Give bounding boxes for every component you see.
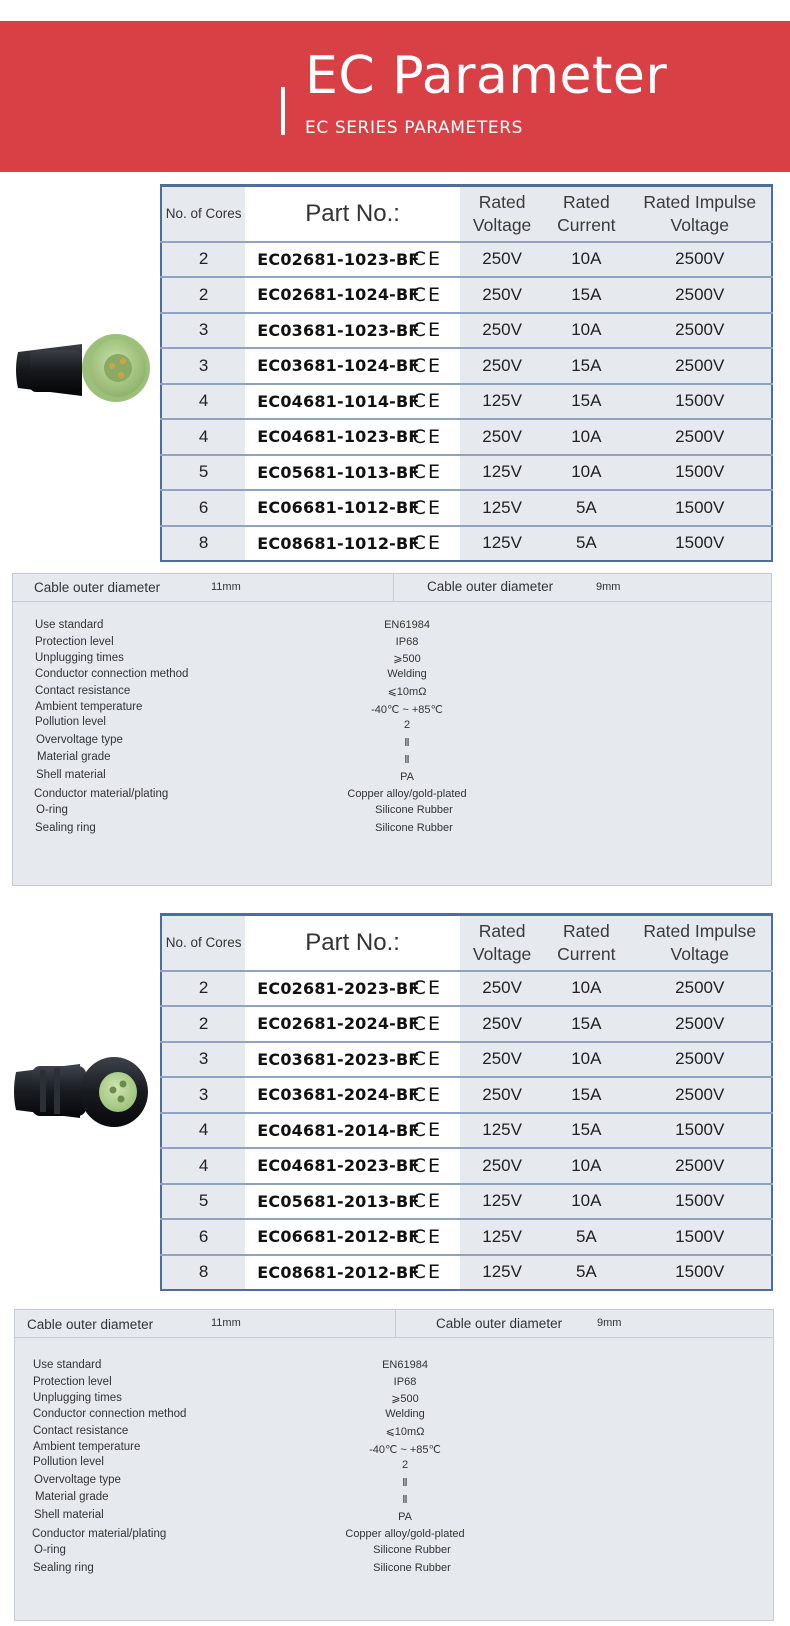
part-number: EC03681-1024-BF <box>257 356 420 376</box>
spec-panel-1 <box>12 573 772 886</box>
voltage-cell: 250V <box>460 419 544 455</box>
current-cell: 10A <box>544 971 628 1007</box>
spec-label: Unplugging times <box>35 652 124 664</box>
cores-cell: 4 <box>161 1148 245 1184</box>
table-row <box>161 971 772 1007</box>
spec-value: Ⅱ <box>402 1494 408 1506</box>
part-number: EC08681-2012-BF <box>257 1262 420 1282</box>
spec-label: Conductor connection method <box>35 668 189 680</box>
current-cell: 15A <box>544 277 628 313</box>
spec-label: Shell material <box>36 769 106 781</box>
impulse-cell: 1500V <box>628 1184 772 1220</box>
spec-value: PA <box>400 771 414 783</box>
spec-label: Overvoltage type <box>34 1474 121 1486</box>
divider <box>393 574 394 601</box>
header-banner <box>0 21 790 172</box>
spec-label: O-ring <box>36 804 68 816</box>
cable-diameter-value: 11mm <box>211 1317 241 1329</box>
part-number: EC04681-2014-BF <box>257 1120 420 1140</box>
header-rated-current: Rated Current <box>544 915 628 971</box>
table-row <box>161 1042 772 1078</box>
part-number: EC06681-2012-BF <box>257 1227 420 1247</box>
impulse-cell: 1500V <box>628 1113 772 1149</box>
header-part-no: Part No.: <box>245 186 460 242</box>
part-number-cell <box>245 490 460 526</box>
table-row <box>161 242 772 278</box>
cable-diameter-label: Cable outer diameter <box>27 1317 154 1332</box>
impulse-cell: 2500V <box>628 1148 772 1184</box>
cable-diameter-label: Cable outer diameter <box>34 580 161 595</box>
table-row <box>161 277 772 313</box>
spec-value: ⩽10mΩ <box>385 1426 425 1438</box>
current-cell: 5A <box>544 1219 628 1255</box>
spec-row-unplugging-times <box>33 1392 773 1408</box>
spec-row-overvoltage-type <box>36 734 776 750</box>
cores-cell: 4 <box>161 384 245 420</box>
cores-cell: 3 <box>161 313 245 349</box>
spec-row-conductor-material <box>32 1528 772 1544</box>
ce-mark-icon: CE <box>412 425 442 448</box>
impulse-cell: 1500V <box>628 490 772 526</box>
table-row <box>161 1077 772 1113</box>
voltage-cell: 125V <box>460 490 544 526</box>
impulse-cell: 1500V <box>628 384 772 420</box>
part-number: EC04681-2023-BF <box>257 1156 420 1176</box>
spec-label: Conductor connection method <box>33 1408 187 1420</box>
spec-value: 2 <box>403 719 411 731</box>
spec-row-connection-method <box>35 668 775 684</box>
part-number-cell <box>245 384 460 420</box>
header-rated-voltage: Rated Voltage <box>460 186 544 242</box>
current-cell: 10A <box>544 1184 628 1220</box>
part-number-cell <box>245 526 460 562</box>
spec-label: Shell material <box>34 1509 104 1521</box>
spec-value: EN61984 <box>384 619 430 631</box>
header-part-no: Part No.: <box>245 915 460 971</box>
current-cell: 15A <box>544 384 628 420</box>
part-number: EC05681-1013-BF <box>257 462 420 482</box>
impulse-cell: 2500V <box>628 277 772 313</box>
part-number-cell <box>245 1219 460 1255</box>
part-number: EC04681-1023-BF <box>257 427 420 447</box>
spec-value: Silicone Rubber <box>375 822 453 834</box>
table-row <box>161 1255 772 1291</box>
voltage-cell: 250V <box>460 277 544 313</box>
current-cell: 10A <box>544 242 628 278</box>
voltage-cell: 250V <box>460 971 544 1007</box>
ce-mark-icon: CE <box>412 1154 442 1177</box>
spec-row-shell-material <box>34 1509 774 1525</box>
spec-value: ⩽10mΩ <box>387 686 427 698</box>
ce-mark-icon: CE <box>412 1190 442 1213</box>
spec-value: ⩾500 <box>393 653 421 665</box>
spec-label: Ambient temperature <box>35 701 143 713</box>
part-number-cell <box>245 242 460 278</box>
cable-diameter-bar <box>13 574 771 602</box>
spec-label: Sealing ring <box>35 822 96 834</box>
table-row <box>161 1113 772 1149</box>
spec-value: EN61984 <box>382 1359 428 1371</box>
ce-mark-icon: CE <box>412 1048 442 1071</box>
part-number-cell <box>245 1006 460 1042</box>
current-cell: 15A <box>544 348 628 384</box>
ce-mark-icon: CE <box>412 390 442 413</box>
current-cell: 5A <box>544 490 628 526</box>
impulse-cell: 2500V <box>628 1042 772 1078</box>
voltage-cell: 125V <box>460 455 544 491</box>
current-cell: 15A <box>544 1006 628 1042</box>
spec-label: Protection level <box>35 636 114 648</box>
spec-row-connection-method <box>33 1408 773 1424</box>
cable-diameter-value: 9mm <box>597 1317 622 1329</box>
cores-cell: 6 <box>161 1219 245 1255</box>
current-cell: 5A <box>544 1255 628 1291</box>
cores-cell: 4 <box>161 1113 245 1149</box>
ce-mark-icon: CE <box>412 1012 442 1035</box>
spec-label: Pollution level <box>35 716 106 728</box>
part-number-cell <box>245 455 460 491</box>
impulse-cell: 1500V <box>628 526 772 562</box>
voltage-cell: 125V <box>460 526 544 562</box>
part-number-cell <box>245 1113 460 1149</box>
ce-mark-icon: CE <box>412 1119 442 1142</box>
voltage-cell: 250V <box>460 313 544 349</box>
part-number-cell <box>245 1148 460 1184</box>
part-number: EC03681-1023-BF <box>257 320 420 340</box>
spec-label: Conductor material/plating <box>32 1528 167 1540</box>
page-title: EC Parameter <box>305 46 668 106</box>
current-cell: 10A <box>544 1042 628 1078</box>
cores-cell: 8 <box>161 526 245 562</box>
part-number-cell <box>245 1077 460 1113</box>
spec-row-material-grade <box>35 1491 775 1507</box>
cable-diameter-value: 11mm <box>211 581 241 593</box>
cores-cell: 2 <box>161 1006 245 1042</box>
header-rated-impulse: Rated Impulse Voltage <box>628 915 772 971</box>
table-row <box>161 313 772 349</box>
spec-value: IP68 <box>395 636 419 648</box>
spec-row-material-grade <box>37 751 777 767</box>
spec-value: Copper alloy/gold-plated <box>347 788 467 800</box>
cable-diameter-bar <box>15 1310 773 1338</box>
voltage-cell: 250V <box>460 242 544 278</box>
table-row <box>161 348 772 384</box>
part-number-cell <box>245 277 460 313</box>
ce-mark-icon: CE <box>412 354 442 377</box>
ce-mark-icon: CE <box>412 1083 442 1106</box>
cable-diameter-value: 9mm <box>596 581 621 593</box>
spec-label: O-ring <box>34 1544 66 1556</box>
voltage-cell: 125V <box>460 1184 544 1220</box>
ce-mark-icon: CE <box>412 1225 442 1248</box>
voltage-cell: 125V <box>460 1219 544 1255</box>
part-number-cell <box>245 1255 460 1291</box>
impulse-cell: 2500V <box>628 419 772 455</box>
spec-row-use-standard <box>33 1359 773 1375</box>
impulse-cell: 1500V <box>628 455 772 491</box>
spec-value: -40℃ ~ +85℃ <box>369 1444 441 1456</box>
part-number: EC03681-2024-BF <box>257 1085 420 1105</box>
part-number: EC02681-2024-BF <box>257 1014 420 1034</box>
cores-cell: 5 <box>161 455 245 491</box>
spec-value: ⩾500 <box>391 1393 419 1405</box>
voltage-cell: 125V <box>460 384 544 420</box>
current-cell: 10A <box>544 419 628 455</box>
part-number: EC04681-1014-BF <box>257 391 420 411</box>
spec-value: Welding <box>385 1408 425 1420</box>
current-cell: 5A <box>544 526 628 562</box>
spec-row-ambient-temperature <box>35 701 775 717</box>
product-table-2 <box>160 913 773 1291</box>
spec-row-protection-level <box>33 1376 773 1392</box>
table-row <box>161 455 772 491</box>
spec-label: Overvoltage type <box>36 734 123 746</box>
spec-row-overvoltage-type <box>34 1474 774 1490</box>
cores-cell: 6 <box>161 490 245 526</box>
current-cell: 10A <box>544 455 628 491</box>
spec-row-conductor-material <box>34 788 774 804</box>
header-rated-current: Rated Current <box>544 186 628 242</box>
female-connector-image <box>10 1050 150 1134</box>
table-row <box>161 1006 772 1042</box>
part-number-cell <box>245 348 460 384</box>
cores-cell: 3 <box>161 1077 245 1113</box>
impulse-cell: 2500V <box>628 971 772 1007</box>
spec-value: Welding <box>387 668 427 680</box>
male-connector-image <box>10 330 150 410</box>
spec-row-o-ring <box>34 1544 774 1560</box>
part-number-cell <box>245 313 460 349</box>
spec-value: Silicone Rubber <box>373 1544 451 1556</box>
voltage-cell: 250V <box>460 1148 544 1184</box>
spec-value: Ⅱ <box>404 737 410 749</box>
impulse-cell: 2500V <box>628 348 772 384</box>
part-number-cell <box>245 419 460 455</box>
voltage-cell: 125V <box>460 1113 544 1149</box>
part-number-cell <box>245 971 460 1007</box>
voltage-cell: 250V <box>460 1042 544 1078</box>
part-number: EC03681-2023-BF <box>257 1049 420 1069</box>
spec-row-ambient-temperature <box>33 1441 773 1457</box>
spec-label: Conductor material/plating <box>34 788 169 800</box>
product-table-1 <box>160 184 773 562</box>
current-cell: 10A <box>544 1148 628 1184</box>
title-accent-bar <box>281 87 285 135</box>
part-number: EC08681-1012-BF <box>257 533 420 553</box>
header-rated-voltage: Rated Voltage <box>460 915 544 971</box>
spec-row-shell-material <box>36 769 776 785</box>
table-row <box>161 1148 772 1184</box>
impulse-cell: 2500V <box>628 313 772 349</box>
ce-mark-icon: CE <box>412 977 442 1000</box>
cores-cell: 8 <box>161 1255 245 1291</box>
spec-label: Ambient temperature <box>33 1441 141 1453</box>
part-number: EC05681-2013-BF <box>257 1191 420 1211</box>
spec-row-sealing-ring <box>35 822 775 838</box>
spec-value: Silicone Rubber <box>375 804 453 816</box>
spec-value: -40℃ ~ +85℃ <box>371 704 443 716</box>
spec-row-pollution-level <box>33 1456 773 1472</box>
impulse-cell: 2500V <box>628 1077 772 1113</box>
spec-row-pollution-level <box>35 716 775 732</box>
spec-value: IP68 <box>393 1376 417 1388</box>
spec-row-use-standard <box>35 619 775 635</box>
table-row <box>161 419 772 455</box>
cable-diameter-label: Cable outer diameter <box>436 1316 563 1331</box>
cores-cell: 4 <box>161 419 245 455</box>
spec-row-unplugging-times <box>35 652 775 668</box>
ce-mark-icon: CE <box>412 496 442 519</box>
impulse-cell: 1500V <box>628 1219 772 1255</box>
spec-label: Material grade <box>35 1491 109 1503</box>
page-subtitle: EC SERIES PARAMETERS <box>305 118 523 138</box>
spec-value: Silicone Rubber <box>373 1562 451 1574</box>
spec-row-protection-level <box>35 636 775 652</box>
impulse-cell: 2500V <box>628 242 772 278</box>
spec-value: PA <box>398 1511 412 1523</box>
spec-label: Use standard <box>35 619 104 631</box>
cores-cell: 2 <box>161 971 245 1007</box>
current-cell: 10A <box>544 313 628 349</box>
header-cores: No. of Cores <box>161 915 245 971</box>
ce-mark-icon: CE <box>412 283 442 306</box>
voltage-cell: 250V <box>460 1077 544 1113</box>
part-number: EC02681-1024-BF <box>257 285 420 305</box>
spec-label: Material grade <box>37 751 111 763</box>
ce-mark-icon: CE <box>412 319 442 342</box>
spec-label: Sealing ring <box>33 1562 94 1574</box>
header-rated-impulse: Rated Impulse Voltage <box>628 186 772 242</box>
table-header-row <box>161 186 772 242</box>
table-row <box>161 490 772 526</box>
voltage-cell: 250V <box>460 348 544 384</box>
spec-row-o-ring <box>36 804 776 820</box>
spec-label: Unplugging times <box>33 1392 122 1404</box>
part-number: EC06681-1012-BF <box>257 498 420 518</box>
divider <box>395 1310 396 1337</box>
ce-mark-icon: CE <box>412 248 442 271</box>
cores-cell: 3 <box>161 348 245 384</box>
cores-cell: 2 <box>161 277 245 313</box>
table-header-row <box>161 915 772 971</box>
spec-value: Copper alloy/gold-plated <box>345 1528 465 1540</box>
impulse-cell: 1500V <box>628 1255 772 1291</box>
ce-mark-icon: CE <box>412 1261 442 1284</box>
cores-cell: 2 <box>161 242 245 278</box>
spec-label: Protection level <box>33 1376 112 1388</box>
spec-value: Ⅱ <box>402 1477 408 1489</box>
impulse-cell: 2500V <box>628 1006 772 1042</box>
part-number: EC02681-2023-BF <box>257 978 420 998</box>
table-row <box>161 1184 772 1220</box>
cores-cell: 5 <box>161 1184 245 1220</box>
cable-diameter-label: Cable outer diameter <box>427 579 554 594</box>
spec-panel-2 <box>14 1309 774 1621</box>
cores-cell: 3 <box>161 1042 245 1078</box>
spec-label: Contact resistance <box>35 685 131 697</box>
ce-mark-icon: CE <box>412 532 442 555</box>
ce-mark-icon: CE <box>412 461 442 484</box>
voltage-cell: 250V <box>460 1006 544 1042</box>
part-number-cell <box>245 1184 460 1220</box>
current-cell: 15A <box>544 1113 628 1149</box>
table-row <box>161 526 772 562</box>
table-row <box>161 1219 772 1255</box>
spec-label: Contact resistance <box>33 1425 129 1437</box>
header-cores: No. of Cores <box>161 186 245 242</box>
current-cell: 15A <box>544 1077 628 1113</box>
spec-row-contact-resistance <box>33 1425 773 1441</box>
part-number: EC02681-1023-BF <box>257 249 420 269</box>
spec-value: Ⅱ <box>404 754 410 766</box>
spec-label: Use standard <box>33 1359 102 1371</box>
spec-value: 2 <box>401 1459 409 1471</box>
spec-label: Pollution level <box>33 1456 104 1468</box>
table-row <box>161 384 772 420</box>
part-number-cell <box>245 1042 460 1078</box>
spec-row-sealing-ring <box>33 1562 773 1578</box>
voltage-cell: 125V <box>460 1255 544 1291</box>
spec-row-contact-resistance <box>35 685 775 701</box>
